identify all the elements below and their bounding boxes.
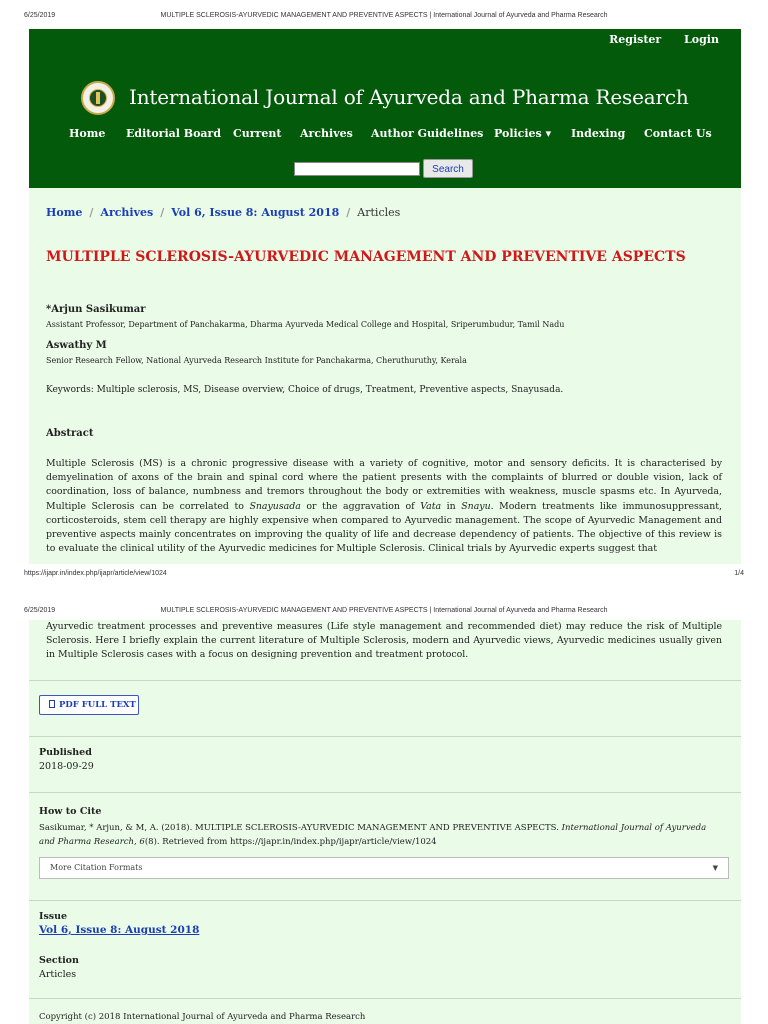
breadcrumb-separator: / [89,206,94,219]
issue-label: Issue [39,911,68,922]
print-url: https://ijapr.in/index.php/ijapr/article/view/1024 [24,570,167,577]
citation-text: Sasikumar, * Arjun, & M, A. (2018). MULTIPLE SCLEROSIS-AYURVEDIC MANAGEMENT AND PREVENTIVE ASPECTS. International Journal of Ayurveda and Pharma Research, 6(8). Retrieved from https://ijapr.in/index.php/ijapr/article/view/1024 [39,823,707,847]
divider [29,680,741,681]
divider [29,900,741,901]
author-1-name: *Arjun Sasikumar [46,304,146,315]
section-label: Section [39,955,79,966]
main-nav [29,127,741,147]
published-label: Published [39,747,92,758]
author-1-affiliation: Assistant Professor, Department of Panchakarma, Dharma Ayurveda Medical College and Hospital, Sriperumbudur, Tamil Nadu [46,320,565,329]
logo-mark [96,92,100,104]
search-input[interactable] [294,162,420,176]
breadcrumb-issue[interactable]: Vol 6, Issue 8: August 2018 [171,206,340,219]
breadcrumb-home[interactable]: Home [46,206,83,219]
article-details-panel [29,620,741,1024]
site-header [29,29,741,188]
print-date: 6/25/2019 [24,12,56,19]
print-page-number: 1/4 [734,570,744,577]
print-footer [0,567,768,581]
register-link[interactable]: Register [609,33,662,46]
nav-contact-us[interactable]: Contact Us [644,127,712,140]
journal-logo-icon[interactable] [81,81,115,115]
abstract-text: Multiple Sclerosis (MS) is a chronic progressive disease with a variety of cognitive, motor and sensory deficits. It is characterised by demyelination of axons of the brain and spinal cord where the patient presents with the complaints of blurred or double vision, lack of coordination, loss of balance, numbness and tremors throughout the body or extremities with weakness, muscle spasms etc. In Ayurveda, Multiple Sclerosis can be correlated to Snayusada or the aggravation of Vata in Snayu. Modern treatments like immunosuppressant, corticosteroids, stem cell therapy are highly expensive when compared to Ayurvedic management. The scope of Ayurvedic Management and preventive aspects mainly concentrates on improving the quality of life and decrease dependency of patients. The objective of this review is to evaluate the clinical utility of the Ayurvedic medicines for Multiple Sclerosis. Clinical trials by Ayurvedic experts suggest that [46,458,722,555]
nav-policies[interactable]: Policies ▾ [494,127,552,140]
breadcrumb-separator: / [346,206,351,219]
breadcrumb-current: Articles [357,206,401,219]
breadcrumb-archives[interactable]: Archives [100,206,154,219]
breadcrumb [46,206,400,219]
pdf-file-icon [49,700,55,708]
abstract-text-continued: Ayurvedic treatment processes and preventive measures (Life style management and recommended diet) may reduce the risk of Multiple Sclerosis. Here I briefly explain the current literature of Multiple Sclerosis, modern and Ayurvedic views, Ayurvedic medicines usually given in Multiple Sclerosis cases with a focus on designing prevention and treatment protocol. [46,621,722,661]
divider [29,998,741,999]
nav-archives[interactable]: Archives [300,127,353,140]
divider [29,792,741,793]
author-2-affiliation: Senior Research Fellow, National Ayurveda Research Institute for Panchakarma, Cheruthuruthy, Kerala [46,356,467,365]
article-panel [29,188,741,564]
keywords: Keywords: Multiple sclerosis, MS, Disease overview, Choice of drugs, Treatment, Preventive aspects, Snayusada. [46,385,564,395]
login-link[interactable]: Login [684,33,719,46]
print-title: MULTIPLE SCLEROSIS-AYURVEDIC MANAGEMENT AND PREVENTIVE ASPECTS | International Journal of Ayurveda and Pharma Research [160,607,608,614]
author-2-name: Aswathy M [46,340,107,351]
breadcrumb-separator: / [160,206,165,219]
nav-home[interactable]: Home [69,127,106,140]
site-title[interactable]: International Journal of Ayurveda and Pharma Research [129,85,689,109]
nav-editorial-board[interactable]: Editorial Board [126,127,222,140]
account-links [590,33,719,46]
print-date: 6/25/2019 [24,607,56,614]
print-header-page-2 [0,604,768,618]
search-button[interactable]: Search [423,159,473,178]
chevron-down-icon: ▼ [712,864,718,872]
article-title: MULTIPLE SCLEROSIS-AYURVEDIC MANAGEMENT AND PREVENTIVE ASPECTS [46,249,686,265]
nav-author-guidelines[interactable]: Author Guidelines [371,127,484,140]
print-header [0,9,768,23]
how-to-cite-label: How to Cite [39,806,102,817]
pdf-full-text-button[interactable]: PDF FULL TEXT [39,695,139,715]
issue-link[interactable]: Vol 6, Issue 8: August 2018 [39,924,200,936]
copyright-notice: Copyright (c) 2018 International Journal of Ayurveda and Pharma Research [39,1012,366,1022]
print-title: MULTIPLE SCLEROSIS-AYURVEDIC MANAGEMENT AND PREVENTIVE ASPECTS | International Journal of Ayurveda and Pharma Research [160,12,608,19]
nav-indexing[interactable]: Indexing [571,127,626,140]
divider [29,736,741,737]
abstract-heading: Abstract [46,428,94,439]
nav-current[interactable]: Current [233,127,282,140]
citation-formats-dropdown[interactable]: More Citation Formats ▼ [39,857,729,879]
published-date: 2018-09-29 [39,761,94,772]
section-value: Articles [39,969,77,980]
